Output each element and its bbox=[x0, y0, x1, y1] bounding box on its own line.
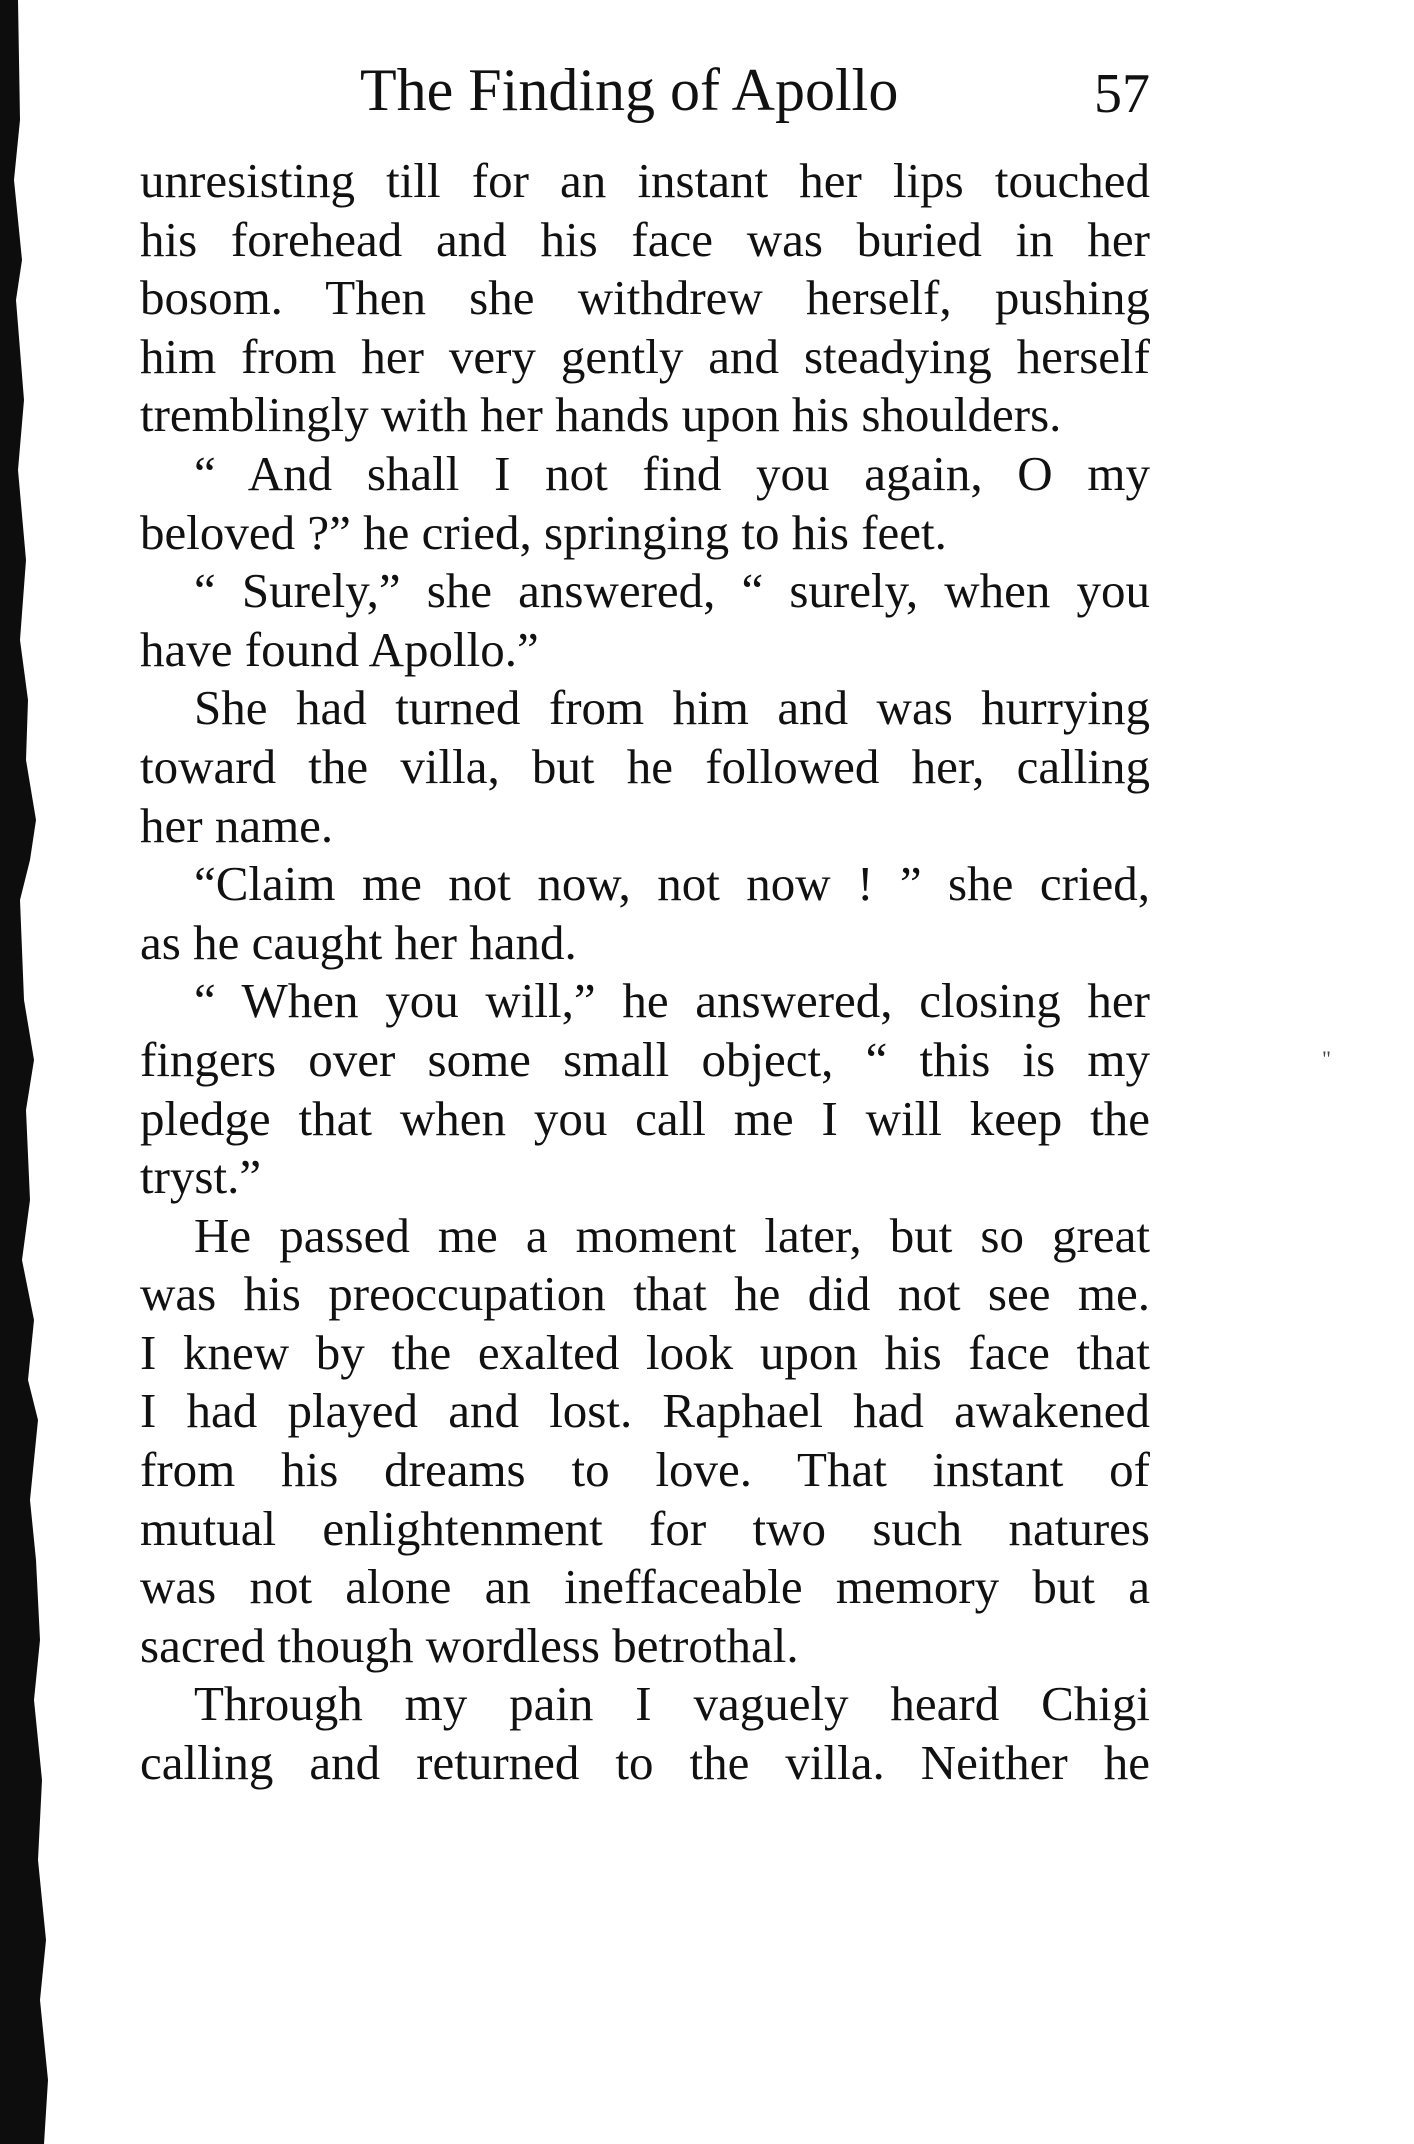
text-line: I knew by the exalted look upon his face that bbox=[140, 1324, 1150, 1380]
text-line: “ When you will,” he answered, closing her bbox=[194, 973, 1150, 1029]
text-line: “ And shall I not find you again, O my bbox=[194, 445, 1150, 501]
text-line: I had played and lost. Raphael had awakened bbox=[140, 1383, 1150, 1439]
text-line: fingers over some small object, “ this is my bbox=[140, 1031, 1150, 1087]
text-line: was not alone an ineffaceable memory but a bbox=[140, 1559, 1150, 1615]
stray-mark: " bbox=[1322, 1046, 1331, 1071]
text-line: She had turned from him and was hurrying bbox=[194, 680, 1150, 736]
text-line: was his preoccupation that he did not see me. bbox=[140, 1266, 1150, 1322]
text-line: tremblingly with her hands upon his shoulders. bbox=[140, 387, 1062, 443]
text-line: mutual enlightenment for two such natures bbox=[140, 1500, 1150, 1556]
text-line: tryst.” bbox=[140, 1149, 262, 1205]
text-line: unresisting till for an instant her lips touched bbox=[140, 153, 1150, 208]
text-line: have found Apollo.” bbox=[140, 621, 539, 677]
binding-shadow bbox=[0, 0, 52, 2144]
text-line: from his dreams to love. That instant of bbox=[140, 1442, 1150, 1498]
text-line: “Claim me not now, not now ! ” she cried, bbox=[194, 856, 1150, 912]
text-line: Through my pain I vaguely heard Chigi bbox=[194, 1676, 1150, 1732]
text-line: beloved ?” he cried, springing to his feet. bbox=[140, 504, 947, 560]
text-line: He passed me a moment later, but so great bbox=[194, 1207, 1150, 1263]
text-line: bosom. Then she withdrew herself, pushing bbox=[140, 270, 1150, 326]
text-line: toward the villa, but he followed her, calling bbox=[140, 738, 1150, 794]
text-line: his forehead and his face was buried in her bbox=[140, 211, 1150, 267]
text-line: calling and returned to the villa. Neither he bbox=[140, 1735, 1150, 1791]
text-line: as he caught her hand. bbox=[140, 914, 577, 970]
text-line: pledge that when you call me I will keep the bbox=[140, 1090, 1150, 1146]
page-number: 57 bbox=[1094, 63, 1150, 125]
text-line: him from her very gently and steadying herself bbox=[140, 328, 1150, 384]
text-line: sacred though wordless betrothal. bbox=[140, 1617, 799, 1673]
text-line: her name. bbox=[140, 797, 334, 853]
running-title: The Finding of Apollo bbox=[360, 57, 899, 123]
text-line: “ Surely,” she answered, “ surely, when you bbox=[194, 563, 1150, 619]
body-text bbox=[140, 152, 1150, 1793]
running-head bbox=[140, 50, 1150, 130]
